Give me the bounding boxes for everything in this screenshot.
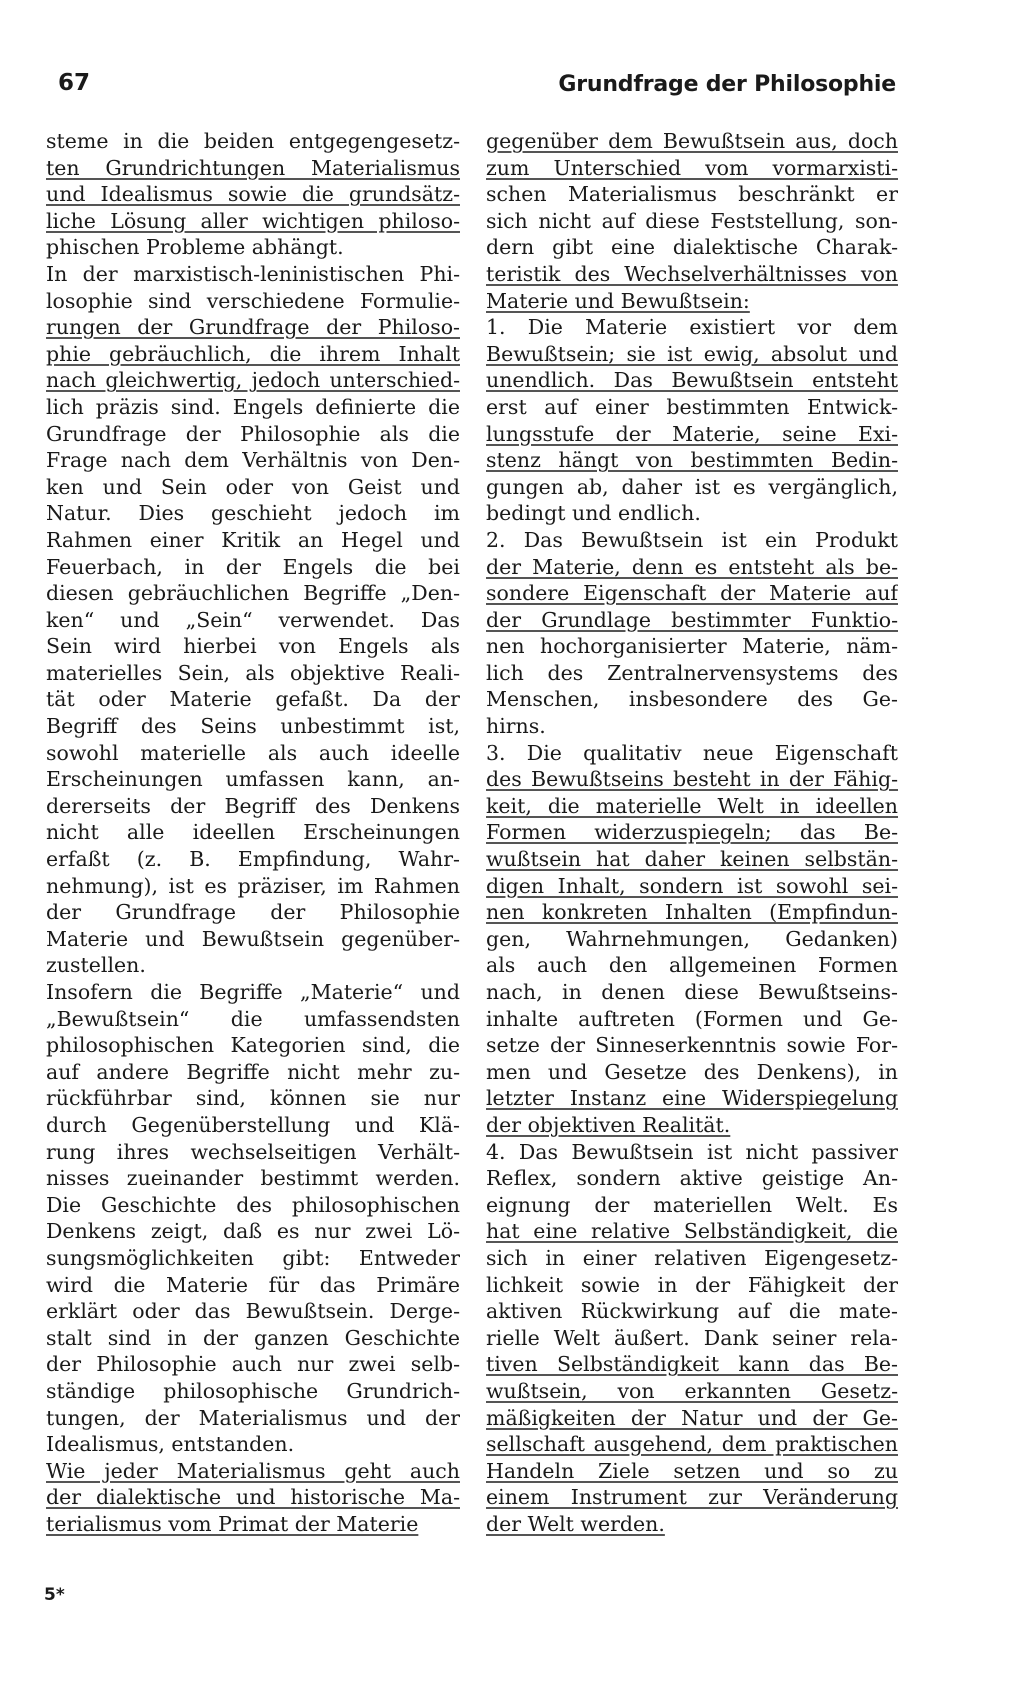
text-line: rückführbar sind, können sie nur — [46, 1086, 460, 1111]
text-line: ständige philosophische Grundrich- — [46, 1378, 460, 1403]
text-line: unendlich. Das Bewußtsein entsteht — [486, 368, 898, 393]
text-line: bedingt und endlich. — [486, 501, 701, 526]
text-line: gen, Wahrnehmungen, Gedanken) — [486, 926, 898, 951]
text-line: tungen, der Materialismus und der — [46, 1405, 460, 1430]
text-line: 1. Die Materie existiert vor dem — [486, 315, 898, 340]
text-line: eignung der materiellen Welt. Es — [486, 1192, 898, 1217]
text-line: materielles Sein, als objektive Reali- — [46, 660, 460, 685]
text-line: men und Gesetze des Denkens), in — [486, 1059, 898, 1084]
text-line: Frage nach dem Verhältnis von Den- — [46, 448, 460, 473]
running-head: Grundfrage der Philosophie — [558, 72, 896, 97]
text-line: auf andere Begriffe nicht mehr zu- — [46, 1059, 460, 1084]
text-line: rung ihres wechselseitigen Verhält- — [46, 1139, 460, 1164]
text-line: „Bewußtsein“ die umfassendsten — [46, 1006, 460, 1031]
text-line: Wie jeder Materialismus geht auch — [46, 1458, 460, 1483]
text-line: losophie sind verschiedene Formulie- — [46, 288, 460, 313]
text-line: ken und Sein oder von Geist und — [46, 474, 460, 499]
text-line: sellschaft ausgehend, dem praktischen — [486, 1432, 898, 1457]
text-line: rungen der Grundfrage der Philoso- — [46, 315, 460, 340]
text-line: Reflex, sondern aktive geistige An- — [486, 1166, 898, 1191]
text-line: philosophischen Kategorien sind, die — [46, 1033, 460, 1058]
text-line: steme in die beiden entgegengesetz- — [46, 129, 460, 153]
text-line: Feuerbach, in der Engels die bei — [46, 554, 460, 579]
text-line: erst auf einer bestimmten Entwick- — [486, 394, 898, 419]
text-line: rielle Welt äußert. Dank seiner rela- — [486, 1325, 898, 1350]
text-line: Erscheinungen umfassen kann, an- — [46, 767, 460, 792]
text-line: einem Instrument zur Veränderung — [486, 1485, 898, 1510]
text-line: der Materie, denn es entsteht als be- — [486, 554, 898, 579]
text-line: wußtsein, von erkannten Gesetz- — [486, 1378, 898, 1403]
text-line: liche Lösung aller wichtigen philoso- — [46, 208, 460, 233]
text-line: tiven Selbständigkeit kann das Be- — [486, 1352, 898, 1377]
text-line: teristik des Wechselverhältnisses von — [486, 261, 898, 286]
text-line: 2. Das Bewußtsein ist ein Produkt — [486, 527, 898, 552]
text-line: lungsstufe der Materie, seine Exi- — [486, 421, 898, 446]
text-line: Rahmen einer Kritik an Hegel und — [46, 527, 460, 552]
text-line: Natur. Dies geschieht jedoch im — [46, 501, 460, 526]
signature-mark: 5* — [44, 1585, 65, 1605]
text-line: der Philosophie auch nur zwei selb- — [46, 1352, 460, 1377]
text-line: tät oder Materie gefaßt. Da der — [46, 687, 460, 712]
left-column — [46, 128, 460, 1537]
text-line: des Bewußtseins besteht in der Fähig- — [486, 767, 898, 792]
text-line: digen Inhalt, sondern ist sowohl sei- — [486, 873, 898, 898]
text-line: zustellen. — [46, 953, 146, 978]
text-line: nehmung), ist es präziser, im Rahmen — [46, 873, 460, 898]
right-column — [486, 128, 898, 1537]
text-line: lich des Zentralnervensystems des — [486, 660, 898, 685]
text-line: sowohl materielle als auch ideelle — [46, 740, 460, 765]
text-line: erfaßt (z. B. Empfindung, Wahr- — [46, 847, 460, 872]
text-line: inhalte auftreten (Formen und Ge- — [486, 1006, 898, 1031]
text-line: der objektiven Realität. — [486, 1112, 731, 1137]
text-line: nach gleichwertig, jedoch unterschied- — [46, 368, 460, 393]
text-line: Bewußtsein; sie ist ewig, absolut und — [486, 341, 898, 366]
text-line: letzter Instanz eine Widerspiegelung — [486, 1086, 898, 1111]
text-line: sich in einer relativen Eigengesetz- — [486, 1245, 898, 1270]
text-line: durch Gegenüberstellung und Klä- — [46, 1112, 460, 1137]
text-line: Die Geschichte des philosophischen — [46, 1192, 460, 1217]
text-line: der Welt werden. — [486, 1511, 665, 1536]
text-line: setze der Sinneserkenntnis sowie For- — [486, 1033, 898, 1058]
text-line: phie gebräuchlich, die ihrem Inhalt — [46, 341, 460, 366]
text-line: Formen widerzuspiegeln; das Be- — [486, 820, 898, 845]
text-line: als auch den allgemeinen Formen — [486, 953, 898, 978]
text-line: sondere Eigenschaft der Materie auf — [486, 581, 898, 606]
text-line: mäßigkeiten der Natur und der Ge- — [486, 1405, 898, 1430]
text-line: 4. Das Bewußtsein ist nicht passiver — [486, 1139, 898, 1164]
text-line: gungen ab, daher ist es vergänglich, — [486, 474, 898, 499]
text-line: und Idealismus sowie die grundsätz- — [46, 182, 460, 207]
text-line: keit, die materielle Welt in ideellen — [486, 793, 898, 818]
text-line: Grundfrage der Philosophie als die — [46, 421, 460, 446]
text-line: der Grundfrage der Philosophie — [46, 900, 460, 925]
text-line: nisses zueinander bestimmt werden. — [46, 1166, 460, 1191]
text-line: Insofern die Begriffe „Materie“ und — [46, 980, 460, 1004]
text-line: dererseits der Begriff des Denkens — [46, 793, 460, 818]
text-line: wußtsein hat daher keinen selbstän- — [486, 847, 898, 872]
text-line: der Grundlage bestimmter Funktio- — [486, 607, 898, 632]
text-line: Denkens zeigt, daß es nur zwei Lö- — [46, 1219, 460, 1244]
text-line: Materie und Bewußtsein gegenüber- — [46, 926, 460, 951]
text-line: nen konkreten Inhalten (Empfindun- — [486, 900, 898, 925]
text-line: stenz hängt von bestimmten Bedin- — [486, 448, 898, 473]
text-line: erklärt oder das Bewußtsein. Derge- — [46, 1299, 460, 1324]
page-number: 67 — [58, 70, 91, 96]
text-line: sungsmöglichkeiten gibt: Entweder — [46, 1245, 460, 1270]
text-line: Materie und Bewußtsein: — [486, 288, 750, 313]
text-line: terialismus vom Primat der Materie — [46, 1511, 419, 1536]
text-line: hirns. — [486, 714, 546, 739]
text-line: Sein wird hierbei von Engels als — [46, 634, 460, 659]
text-line: ten Grundrichtungen Materialismus — [46, 155, 460, 180]
text-line: stalt sind in der ganzen Geschichte — [46, 1325, 460, 1350]
text-line: Menschen, insbesondere des Ge- — [486, 687, 898, 712]
text-line: phischen Probleme abhängt. — [46, 235, 344, 260]
text-line: dern gibt eine dialektische Charak- — [486, 235, 898, 260]
text-line: aktiven Rückwirkung auf die mate- — [486, 1299, 898, 1324]
text-line: lich präzis sind. Engels definierte die — [46, 394, 460, 419]
text-line: hat eine relative Selbständigkeit, die — [486, 1219, 898, 1244]
text-line: diesen gebräuchlichen Begriffe „Den- — [46, 581, 460, 606]
text-line: 3. Die qualitativ neue Eigenschaft — [486, 740, 898, 765]
text-line: In der marxistisch-leninistischen Phi- — [46, 261, 460, 286]
text-line: wird die Materie für das Primäre — [46, 1272, 460, 1297]
text-line: nen hochorganisierter Materie, näm- — [486, 634, 898, 659]
text-line: lichkeit sowie in der Fähigkeit der — [486, 1272, 898, 1297]
text-line: gegenüber dem Bewußtsein aus, doch — [486, 129, 898, 153]
text-line: der dialektische und historische Ma- — [46, 1485, 460, 1510]
text-line: nach, in denen diese Bewußtseins- — [486, 980, 898, 1004]
text-line: sich nicht auf diese Feststellung, son- — [486, 208, 898, 233]
text-line: zum Unterschied vom vormarxisti- — [486, 155, 898, 180]
text-line: schen Materialismus beschränkt er — [486, 182, 898, 207]
text-line: ken“ und „Sein“ verwendet. Das — [46, 607, 460, 632]
text-line: Handeln Ziele setzen und so zu — [486, 1458, 898, 1483]
text-line: Idealismus, entstanden. — [46, 1432, 295, 1457]
text-line: nicht alle ideellen Erscheinungen — [46, 820, 460, 845]
text-line: Begriff des Seins unbestimmt ist, — [46, 714, 460, 739]
